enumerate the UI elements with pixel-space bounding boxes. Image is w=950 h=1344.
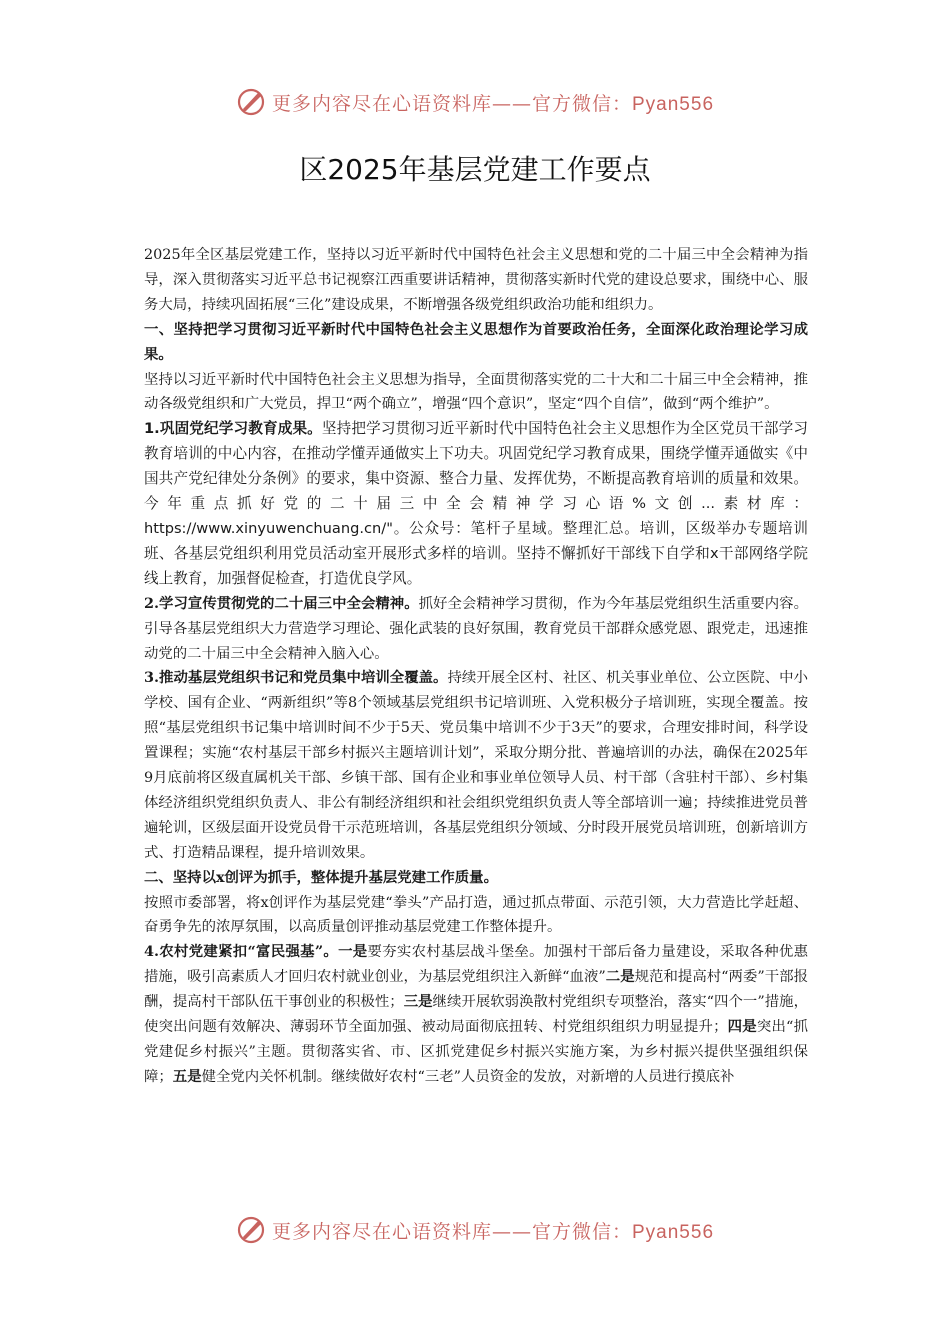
header-watermark-banner (0, 82, 950, 122)
item-4-run-4-label: 四是 (727, 1018, 757, 1036)
section-1-intro: 坚持以习近平新时代中国特色社会主义思想为指导，全面贯彻落实党的二十大和二十届三中全会精神，推动各级党组织和广大党员，捍卫“两个确立”，增强“四个意识”，坚定“四个自信”，做到“两个维护”。 (144, 371, 808, 413)
item-2-lead: 2.学习宣传贯彻党的二十届三中全会精神。 (144, 594, 419, 612)
section-heading-2: 二、坚持以x创评为抓手，整体提升基层党建工作质量。 (144, 868, 498, 886)
item-2-paragraph (144, 592, 808, 667)
watermark-text: 更多内容尽在心语资料库——官方微信：Pyan556 (271, 1220, 715, 1243)
document-body (144, 243, 808, 1090)
intro-paragraph: 2025年全区基层党建工作，坚持以习近平新时代中国特色社会主义思想和党的二十届三中全会精神为指导，深入贯彻落实习近平总书记视察江西重要讲话精神，贯彻落实新时代党的建设总要求，围绕中心、服务大局，持续巩固拓展“三化”建设成果，不断增强各级党组织政治功能和组织力。 (144, 247, 808, 313)
item-1-lead: 1.巩固党纪学习教育成果。 (144, 420, 322, 438)
wechat-account: Pyan556 (632, 1221, 715, 1243)
watermark-text: 更多内容尽在心语资料库——官方微信：Pyan556 (271, 92, 715, 115)
item-3-paragraph (144, 666, 808, 865)
page-title: 区2025年基层党建工作要点 (299, 153, 651, 186)
item-4-run-5-text: 健全党内关怀机制。继续做好农村“三老”人员资金的发放，对新增的人员进行摸底补 (201, 1068, 735, 1085)
wechat-account: Pyan556 (632, 93, 715, 115)
brush-logo-icon (236, 1215, 266, 1245)
brush-logo-icon (236, 87, 266, 117)
item-3-lead: 3.推动基层党组织书记和党员集中培训全覆盖。 (144, 669, 448, 687)
item-4-paragraph (144, 940, 808, 1089)
item-1-paragraph (144, 417, 808, 591)
item-4-run-2-text: 规范和提高村“两委”干部报酬，提高村干部队伍干事创业的积极性； (144, 969, 808, 1011)
item-2-text: 抓好全会精神学习贯彻，作为今年基层党组织生活重要内容。引导各基层党组织大力营造学习理论、强化武装的良好氛围，教育党员干部群众感党恩、跟党走，迅速推动党的二十届三中全会精神入脑入心。 (144, 595, 808, 662)
item-4-run-5-label: 五是 (172, 1067, 202, 1085)
item-3-text: 持续开展全区村、社区、机关事业单位、公立医院、中小学校、国有企业、“两新组织”等8个领域基层党组织书记培训班、入党积极分子培训班，实现全覆盖。按照“基层党组织书记集中培训时间不少于5天、党员集中培训不少于3天”的要求，合理安排时间，科学设置课程；实施“农村基层干部乡村振兴主题培训计划”，采取分期分批、普遍培训的办法，确保在2025年9月底前将区级直属机关干部、乡镇干部、国有企业和事业单位领导人员、村干部（含驻村干部）、乡村集体经济组织党组织负责人、非公有制经济组织和社会组织党组织负责人等全部培训一遍；持续推进党员普遍轮训，区级层面开设党员骨干示范班培训，各基层党组织分领域、分时段开展党员培训班，创新培训方式、打造精品课程，提升培训效果。 (144, 670, 808, 861)
section-heading-1: 一、坚持把学习贯彻习近平新时代中国特色社会主义思想作为首要政治任务，全面深化政治理论学习成果。 (144, 320, 808, 363)
item-4-run-1-text: 要夯实农村基层战斗堡垒。加强村干部后备力量建设，采取各种优惠措施，吸引高素质人才回归农村就业创业，为基层党组织注入新鲜“血液” (144, 944, 808, 986)
section-2-intro: 按照市委部署，将x创评作为基层党建“拳头”产品打造，通过抓点带面、示范引领，大力营造比学赶超、奋勇争先的浓厚氛围，以高质量创评推动基层党建工作整体提升。 (144, 894, 808, 936)
item-4-run-2-label: 二是 (605, 968, 635, 986)
item-4-run-4-text: 突出“抓党建促乡村振兴”主题。贯彻落实省、市、区抓党建促乡村振兴实施方案，为乡村振兴提供坚强组织保障； (144, 1019, 808, 1085)
item-4-run-3-text: 继续开展软弱涣散村党组织专项整治，落实“四个一”措施，使突出问题有效解决、薄弱环节全面加强、被动局面彻底扭转、村党组织组织力明显提升； (144, 994, 808, 1036)
item-1-text: 坚持把学习贯彻习近平新时代中国特色社会主义思想作为全区党员干部学习教育培训的中心内容，在推动学懂弄通做实上下功夫。巩固党纪学习教育成果，围绕学懂弄通做实《中国共产党纪律处分条例》的要求，集中资源、整合力量、发挥优势，不断提高教育培训的质量和效果。今年重点抓好党的二十届三中全会精神学习心语%文创...素材库：https://www.xinyuwenchuang.cn/"。公众号：笔杆子星域。整理汇总。培训，区级举办专题培训班、各基层党组织利用党员活动室开展形式多样的培训。坚持不懈抓好干部线下自学和x干部网络学院线上教育，加强督促检查，打造优良学风。 (144, 420, 808, 587)
item-4-run-1-label: 一是 (338, 943, 368, 961)
footer-watermark-banner (0, 1210, 950, 1250)
item-4-run-3-label: 三是 (403, 993, 433, 1011)
item-4-lead: 4.农村党建紧扣“富民强基”。 (144, 943, 339, 961)
